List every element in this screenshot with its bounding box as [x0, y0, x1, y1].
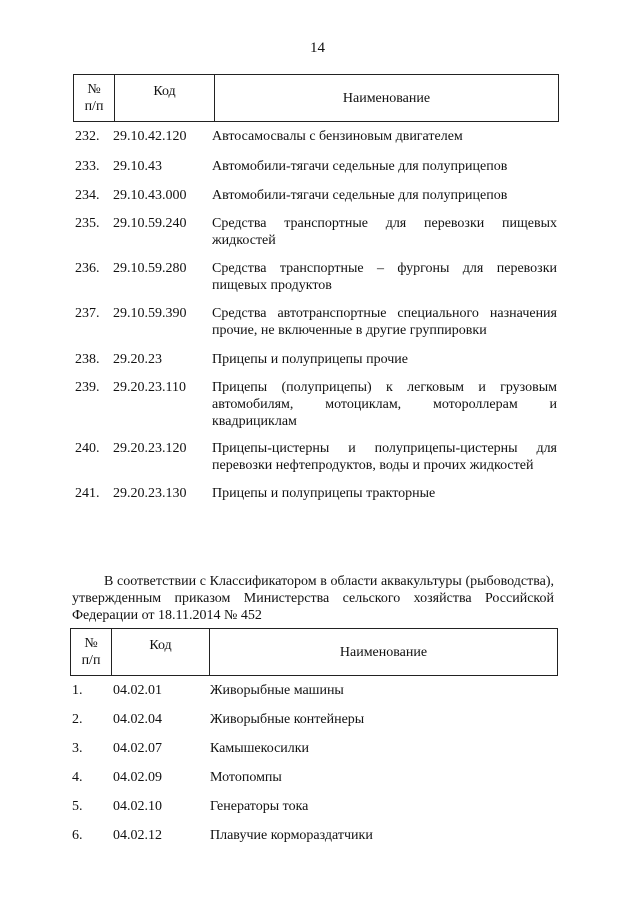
row-name: Прицепы (полуприцепы) к легковым и грузовым автомобилям, мотоциклам, мотороллерам и квадрициклам	[212, 380, 557, 429]
row-number: 5.	[72, 799, 83, 814]
row-code: 04.02.12	[113, 828, 162, 843]
row-name: Прицепы-цистерны и полуприцепы-цистерны для перевозки нефтепродуктов, воды и прочих жидкостей	[212, 441, 557, 473]
row-code: 29.10.59.390	[113, 306, 187, 321]
row-number: 240.	[75, 441, 100, 456]
row-name: Живорыбные контейнеры	[210, 712, 365, 727]
header-name: Наименование	[214, 75, 558, 121]
header-name: Наименование	[209, 629, 557, 675]
row-number: 241.	[75, 486, 100, 501]
row-number: 4.	[72, 770, 83, 785]
row-code: 04.02.04	[113, 712, 162, 727]
row-number: 1.	[72, 683, 83, 698]
header-num: № п/п	[81, 636, 101, 668]
table-row	[72, 682, 558, 699]
row-name: Камышекосилки	[210, 741, 310, 756]
row-code: 04.02.10	[113, 799, 162, 814]
row-number: 233.	[75, 159, 100, 174]
header-code: Код	[111, 629, 209, 675]
row-name: Прицепы и полуприцепы прочие	[212, 352, 408, 367]
table-row	[75, 379, 557, 430]
row-code: 29.10.59.280	[113, 261, 187, 276]
table-row	[75, 215, 557, 249]
table-row	[72, 740, 558, 757]
row-code: 29.10.42.120	[113, 129, 187, 144]
row-number: 234.	[75, 188, 100, 203]
table-row	[75, 128, 557, 145]
row-code: 04.02.07	[113, 741, 162, 756]
row-code: 29.10.43.000	[113, 188, 187, 203]
row-number: 2.	[72, 712, 83, 727]
row-number: 6.	[72, 828, 83, 843]
row-code: 29.20.23	[113, 352, 162, 367]
row-name: Автомобили-тягачи седельные для полуприцепов	[212, 188, 508, 203]
row-number: 237.	[75, 306, 100, 321]
row-name: Прицепы и полуприцепы тракторные	[212, 486, 436, 501]
table-row	[72, 769, 558, 786]
row-code: 04.02.01	[113, 683, 162, 698]
row-name: Плавучие кормораздатчики	[210, 828, 373, 843]
table-row	[75, 305, 557, 339]
row-number: 236.	[75, 261, 100, 276]
classifier-paragraph: В соответствии с Классификатором в области аквакультуры (рыбоводства), утвержденным приказом Министерства сельского хозяйства Российской Федерации от 18.11.2014 № 452	[72, 574, 554, 623]
table-row	[72, 711, 558, 728]
table1-header	[73, 74, 559, 122]
row-code: 29.20.23.110	[113, 380, 186, 395]
row-code: 29.20.23.130	[113, 486, 187, 501]
row-name: Автомобили-тягачи седельные для полуприцепов	[212, 159, 508, 174]
row-code: 29.20.23.120	[113, 441, 187, 456]
table-row	[72, 798, 558, 815]
row-code: 29.10.59.240	[113, 216, 187, 231]
table-row	[75, 260, 557, 294]
row-code: 04.02.09	[113, 770, 162, 785]
row-name: Средства автотранспортные специального назначения прочие, не включенные в другие группировки	[212, 306, 557, 338]
row-number: 3.	[72, 741, 83, 756]
table-row	[75, 187, 557, 204]
table1-body	[75, 128, 557, 502]
page-number: 14	[310, 40, 325, 56]
table2-header	[70, 628, 558, 676]
row-name: Живорыбные машины	[210, 683, 344, 698]
table-row	[75, 351, 557, 368]
row-number: 232.	[75, 129, 100, 144]
table-row	[75, 440, 557, 474]
row-number: 238.	[75, 352, 100, 367]
row-name: Генераторы тока	[210, 799, 309, 814]
row-name: Средства транспортные – фургоны для перевозки пищевых продуктов	[212, 261, 557, 293]
table-row	[75, 158, 557, 175]
header-code: Код	[114, 75, 214, 121]
row-number: 235.	[75, 216, 100, 231]
row-number: 239.	[75, 380, 100, 395]
row-name: Автосамосвалы с бензиновым двигателем	[212, 129, 463, 144]
table2-body	[72, 682, 558, 856]
row-code: 29.10.43	[113, 159, 162, 174]
header-num: № п/п	[84, 82, 104, 114]
row-name: Средства транспортные для перевозки пищевых жидкостей	[212, 216, 557, 248]
row-name: Мотопомпы	[210, 770, 282, 785]
table-row	[75, 485, 557, 502]
table-row	[72, 827, 558, 844]
